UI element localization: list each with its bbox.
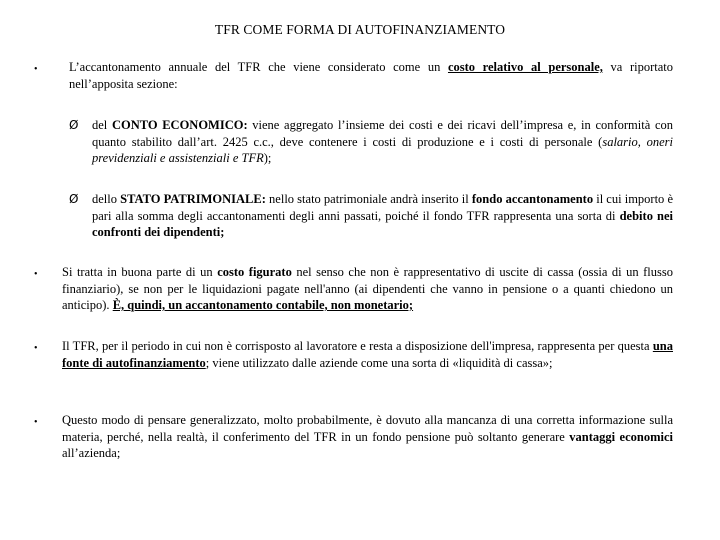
conto-economico-label: CONTO ECONOMICO: <box>111 118 248 132</box>
paragraph-fonte-autofinanziamento: Il TFR, per il periodo in cui non è corrisposto al lavoratore e resta a disposizione dell'impresa, rappresenta per questa una fonte di autofinanziamento; viene utilizzato dalle aziende come una sorta di «liquidità di cassa»; <box>62 339 673 370</box>
arrow-bullet-icon: Ø <box>69 192 79 206</box>
accantonamento-contabile-emphasis: È, quindi, un accantonamento contabile, non monetario; <box>112 298 414 312</box>
paragraph-costo-figurato: Si tratta in buona parte di un costo figurato nel senso che non è rappresentativo di uscite di cassa (ossia di un flusso finanziario), se non per le liquidazioni pagate nell'anno (ai dipendenti che vanno in pensione o a quanti chiedono un anticipo). È, quindi, un accantonamento contabile, non monetario; <box>62 265 674 312</box>
bullet-icon: • <box>34 343 38 354</box>
arrow-bullet-icon: Ø <box>69 118 79 132</box>
stato-patrimoniale-label: STATO PATRIMONIALE: <box>120 192 266 206</box>
subitem-stato-patrimoniale: dello STATO PATRIMONIALE: nello stato patrimoniale andrà inserito il fondo accantonamento il cui importo è pari alla somma degli accantonamenti degli anni passati, poiché il fondo TFR rappresenta una sorta di debito nei confronti dei dipendenti; <box>92 192 673 239</box>
page-title: TFR COME FORMA DI AUTOFINANZIAMENTO <box>214 22 506 37</box>
subitem-conto-economico: del CONTO ECONOMICO: viene aggregato l’insieme dei costi e dei ricavi dell’impresa e, in conformità con quanto stabilito dall’art. 2425 c.c., deve contenere i costi di produzione e i costi di personale (salario, oneri previdenziali e assistenziali e TFR); <box>92 118 673 165</box>
fonte-autofinanziamento-emphasis: una fonte di autofinanziamento <box>62 339 673 370</box>
paragraph-modo-di-pensare: Questo modo di pensare generalizzato, molto probabilmente, è dovuto alla mancanza di una corretta informazione sulla materia, perché, nella realtà, il conferimento del TFR in un fondo pensione può soltanto generare vantaggi economici all’azienda; <box>62 413 673 460</box>
bullet-icon: • <box>34 417 38 428</box>
bullet-icon: • <box>34 64 38 75</box>
bullet-icon: • <box>34 269 38 280</box>
paragraph-accantonamento: L’accantonamento annuale del TFR che viene considerato come un costo relativo al personale, va riportato nell’apposita sezione: <box>69 60 674 91</box>
costo-personale-emphasis: costo relativo al personale, <box>447 60 603 74</box>
